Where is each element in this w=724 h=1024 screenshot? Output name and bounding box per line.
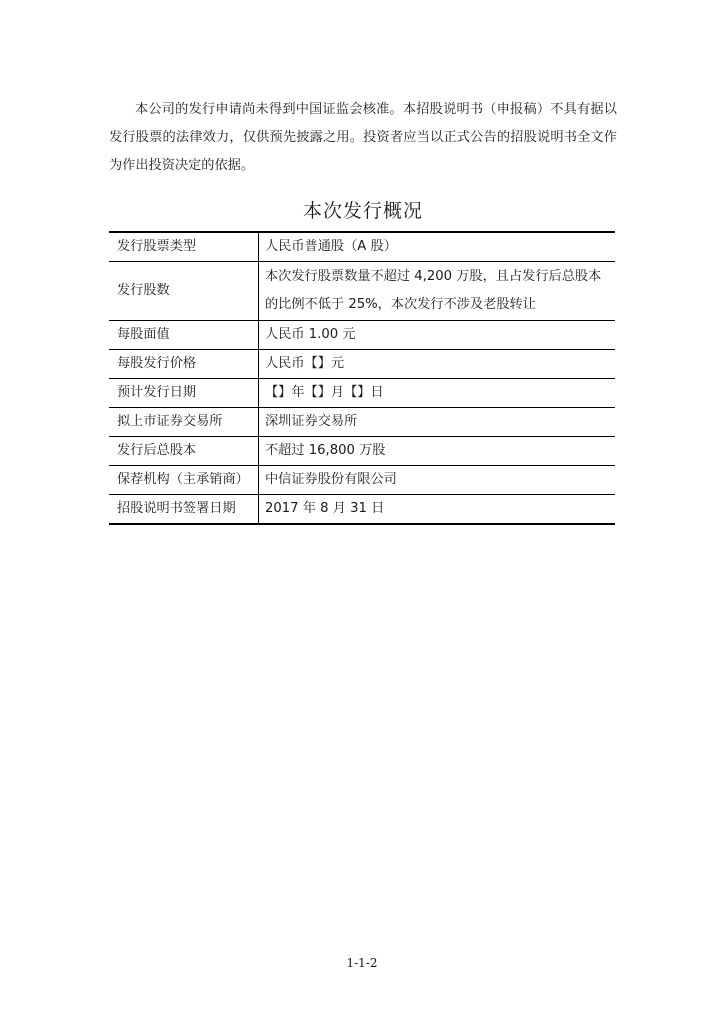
row-label: 发行后总股本 [109,437,259,466]
row-label: 发行股票类型 [109,232,259,262]
row-label: 预计发行日期 [109,379,259,408]
row-value: 人民币 1.00 元 [259,321,616,350]
row-label: 每股发行价格 [109,350,259,379]
table-row [109,232,615,262]
table-row [109,350,615,379]
row-label: 拟上市证券交易所 [109,408,259,437]
row-value: 中信证券股份有限公司 [259,466,616,495]
row-value: 不超过 16,800 万股 [259,437,616,466]
table-row [109,379,615,408]
intro-paragraph: 本公司的发行申请尚未得到中国证监会核准。本招股说明书（申报稿）不具有据以发行股票的法律效力，仅供预先披露之用。投资者应当以正式公告的招股说明书全文作为作出投资决定的依据。 [109,102,617,173]
row-value: 人民币普通股（A 股） [259,232,616,262]
table-row [109,437,615,466]
row-value: 2017 年 8 月 31 日 [259,495,616,525]
table-row [109,321,615,350]
table-row [109,495,615,525]
row-label: 招股说明书签署日期 [109,495,259,525]
row-value: 本次发行股票数量不超过 4,200 万股，且占发行后总股本的比例不低于 25%，本次发行不涉及老股转让 [259,262,616,321]
row-value: 【】年【】月【】日 [259,379,616,408]
row-value: 人民币【】元 [259,350,616,379]
offering-summary-table [109,231,615,525]
page-title: 本次发行概况 [302,200,423,222]
row-label: 每股面值 [109,321,259,350]
row-label: 发行股数 [109,262,259,321]
row-label: 保荐机构（主承销商） [109,466,259,495]
table-row [109,466,615,495]
row-value: 深圳证券交易所 [259,408,616,437]
page-number: 1-1-2 [346,956,378,970]
table-row [109,408,615,437]
table-row [109,262,615,321]
